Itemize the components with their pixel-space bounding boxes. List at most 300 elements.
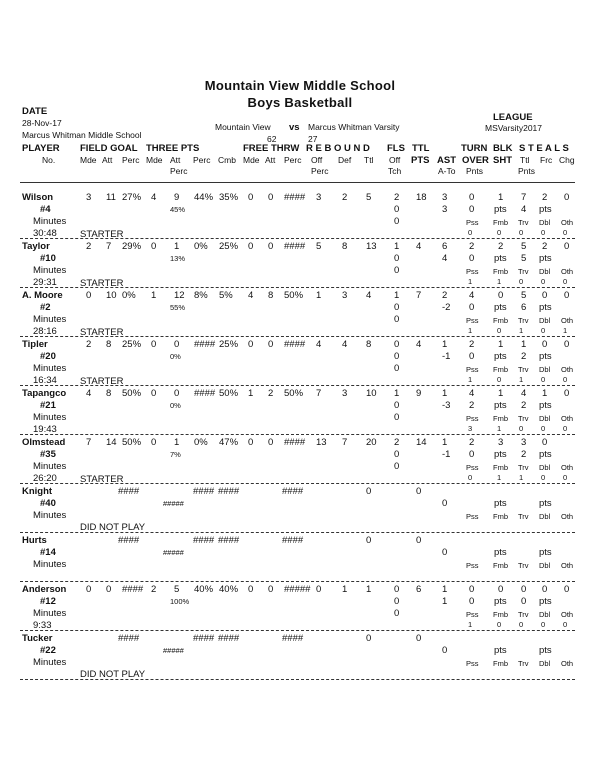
blk-value: 1 <box>498 192 504 203</box>
pss-label: Pss <box>466 414 479 423</box>
reb-ttl: 4 <box>366 290 372 301</box>
ft-att: 0 <box>268 584 274 595</box>
col-reb-ttl: Ttl <box>364 155 374 165</box>
sub-value: 0 <box>563 473 568 482</box>
fg-made: 7 <box>86 437 92 448</box>
ft-perc: 50% <box>284 388 304 399</box>
tp-made: 0 <box>151 339 157 350</box>
pts-label: pts <box>539 253 552 264</box>
reb-off: 13 <box>316 437 327 448</box>
turnover-value: 2 <box>469 241 475 252</box>
col-field-goal: FIELD GOAL <box>80 143 138 154</box>
fls-value: 2 <box>394 192 400 203</box>
ft-made: 0 <box>248 437 254 448</box>
fls-value: 1 <box>394 290 400 301</box>
dbl-label: Dbl <box>539 316 551 325</box>
col-turn: TURN <box>461 143 488 154</box>
pts-label: pts <box>494 302 507 313</box>
tp-perc: 44% <box>194 192 214 203</box>
col-rb-perc: Perc <box>311 166 329 176</box>
fmb-label: Fmb <box>493 512 508 521</box>
sub-value: 0 <box>563 375 568 384</box>
fls-tch: 0 <box>394 363 400 374</box>
fmb-label: Fmb <box>493 561 508 570</box>
player-name: Anderson <box>22 584 67 595</box>
minutes-value: 28:16 <box>33 326 57 337</box>
ft-perc: 50% <box>284 290 304 301</box>
steals-pts: 4 <box>521 204 527 215</box>
a-to-value: -2 <box>442 302 451 313</box>
row-divider <box>20 532 575 533</box>
col-stl-pnts: Pnts <box>518 166 536 176</box>
sub-value: 0 <box>519 277 524 286</box>
tp-att-perc: 13% <box>170 254 186 263</box>
player-number: #21 <box>40 400 56 411</box>
reb-def: 8 <box>342 241 348 252</box>
player-number: #22 <box>40 645 56 656</box>
turnover-value: 4 <box>469 290 475 301</box>
player-name: Tapangco <box>22 388 67 399</box>
tp-att-perc: 0% <box>170 401 181 410</box>
total-pts: 14 <box>416 437 427 448</box>
turnover-value: 4 <box>469 388 475 399</box>
blk-value: 0 <box>498 290 504 301</box>
sub-value: 1 <box>468 326 473 335</box>
minutes-label: Minutes <box>33 608 67 619</box>
fg-att: 8 <box>106 388 112 399</box>
tp-att: 9 <box>174 192 180 203</box>
col-sht: SHT <box>493 155 512 166</box>
tp-att-perc: 7% <box>170 450 181 459</box>
ft-att: 2 <box>268 388 274 399</box>
steals-pts: 2 <box>521 449 527 460</box>
reb-off: 7 <box>316 388 322 399</box>
player-name: A. Moore <box>22 290 63 301</box>
turnover-pts: 0 <box>469 351 475 362</box>
col-ft-perc: Perc <box>284 155 302 165</box>
fg-perc: #### <box>118 633 140 644</box>
sub-value: 1 <box>519 375 524 384</box>
ast-value: 1 <box>442 584 448 595</box>
sub-value: 0 <box>468 228 473 237</box>
row-divider <box>20 238 575 239</box>
reb-ttl: 0 <box>366 633 372 644</box>
steals-ttl: 1 <box>521 339 527 350</box>
fmb-label: Fmb <box>493 659 508 668</box>
col-tp-att: Att <box>170 155 181 165</box>
pss-label: Pss <box>466 267 479 276</box>
col-no: No. <box>42 155 56 165</box>
sub-value: 0 <box>519 620 524 629</box>
ft-perc: #### <box>284 241 306 252</box>
fg-att: 0 <box>106 584 112 595</box>
away-score: 27 <box>308 134 318 144</box>
player-name: Tucker <box>22 633 53 644</box>
ft-made: 4 <box>248 290 254 301</box>
col-fls-tch: Tch <box>388 166 402 176</box>
pts-label: pts <box>539 302 552 313</box>
player-number: #40 <box>40 498 56 509</box>
reb-def: 3 <box>342 388 348 399</box>
reb-off: 4 <box>316 339 322 350</box>
cmb-perc: #### <box>218 535 240 546</box>
fg-perc: 29% <box>122 241 142 252</box>
ft-perc: #### <box>284 339 306 350</box>
a-to-value: 1 <box>442 596 448 607</box>
turnover-pts: 0 <box>469 253 475 264</box>
starter-label: STARTER <box>80 327 124 338</box>
starter-label: STARTER <box>80 376 124 387</box>
cmb-perc: 5% <box>219 290 233 301</box>
fg-perc: 27% <box>122 192 142 203</box>
sub-value: 0 <box>468 473 473 482</box>
a-to-value: -1 <box>442 449 451 460</box>
ast-value: 1 <box>442 437 448 448</box>
fls-value: 0 <box>394 584 400 595</box>
col-tp-perc: Perc <box>193 155 211 165</box>
col-off: Off <box>311 155 323 165</box>
steals-frc: 0 <box>542 290 548 301</box>
tp-att: 12 <box>174 290 185 301</box>
blk-value: 1 <box>498 339 504 350</box>
fls-off: 0 <box>394 596 400 607</box>
trv-label: Trv <box>518 512 529 521</box>
minutes-label: Minutes <box>33 216 67 227</box>
total-pts: 6 <box>416 584 422 595</box>
turnover-value: 2 <box>469 437 475 448</box>
tp-att: 1 <box>174 241 180 252</box>
turnover-pts: 0 <box>469 302 475 313</box>
turnover-pts: 0 <box>469 449 475 460</box>
minutes-label: Minutes <box>33 657 67 668</box>
steals-frc: 0 <box>542 584 548 595</box>
tp-made: 0 <box>151 241 157 252</box>
fg-att: 10 <box>106 290 117 301</box>
col-frc: Frc <box>540 155 553 165</box>
oth-label: Oth <box>561 659 574 668</box>
fmb-label: Fmb <box>493 218 508 227</box>
ft-made: 0 <box>248 241 254 252</box>
oth-label: Oth <box>561 267 574 276</box>
dbl-label: Dbl <box>539 610 551 619</box>
fg-made: 4 <box>86 388 92 399</box>
row-divider <box>20 581 575 582</box>
oth-label: Oth <box>561 218 574 227</box>
steals-ttl: 4 <box>521 388 527 399</box>
player-name: Hurts <box>22 535 47 546</box>
starter-label: STARTER <box>80 278 124 289</box>
vs-label: vs <box>289 122 300 133</box>
col-def: Def <box>338 155 352 165</box>
sub-value: 0 <box>519 424 524 433</box>
col-fg-att: Att <box>102 155 113 165</box>
row-divider <box>20 434 575 435</box>
ft-made: 0 <box>248 584 254 595</box>
date-value: 28-Nov-17 <box>22 118 62 128</box>
reb-ttl: 13 <box>366 241 377 252</box>
trv-label: Trv <box>518 463 529 472</box>
fls-tch: 0 <box>394 608 400 619</box>
cmb-perc: 35% <box>219 192 239 203</box>
tp-perc: #### <box>193 486 215 497</box>
fg-perc: 50% <box>122 388 142 399</box>
tp-att-perc: 55% <box>170 303 186 312</box>
fls-tch: 0 <box>394 314 400 325</box>
fmb-label: Fmb <box>493 414 508 423</box>
ft-att: 8 <box>268 290 274 301</box>
sub-value: 0 <box>497 620 502 629</box>
league-value: MSVarsity2017 <box>485 123 543 133</box>
tp-perc: #### <box>193 633 215 644</box>
oth-label: Oth <box>561 316 574 325</box>
ast-value: 1 <box>442 388 448 399</box>
pss-label: Pss <box>466 512 479 521</box>
fmb-label: Fmb <box>493 463 508 472</box>
fg-att: 8 <box>106 339 112 350</box>
ft-att: 0 <box>268 241 274 252</box>
ft-perc: ##### <box>284 584 311 595</box>
reb-ttl: 8 <box>366 339 372 350</box>
cmb-perc: 40% <box>219 584 239 595</box>
steals-ttl: 5 <box>521 241 527 252</box>
did-not-play-label: DID NOT PLAY <box>80 669 146 680</box>
oth-label: Oth <box>561 561 574 570</box>
fg-made: 2 <box>86 241 92 252</box>
tp-made: 0 <box>151 388 157 399</box>
col-a-to: A-To <box>438 166 456 176</box>
fg-made: 0 <box>86 290 92 301</box>
tp-att: 0 <box>174 388 180 399</box>
col-fls: FLS <box>387 143 405 154</box>
player-name: Wilson <box>22 192 54 203</box>
fg-made: 2 <box>86 339 92 350</box>
pts-label: pts <box>539 204 552 215</box>
col-fg-perc: Perc <box>122 155 140 165</box>
a-to-value: -3 <box>442 400 451 411</box>
fls-off: 0 <box>394 449 400 460</box>
trv-label: Trv <box>518 267 529 276</box>
col-free-thrw: FREE THRW <box>243 143 300 154</box>
total-pts: 0 <box>416 633 422 644</box>
cmb-perc: 25% <box>219 241 239 252</box>
sub-value: 0 <box>563 277 568 286</box>
dbl-label: Dbl <box>539 659 551 668</box>
dbl-label: Dbl <box>539 267 551 276</box>
turnover-pts: 0 <box>469 204 475 215</box>
sub-value: 0 <box>563 228 568 237</box>
home-team: Mountain View <box>215 122 271 132</box>
dbl-label: Dbl <box>539 463 551 472</box>
col-ft-att: Att <box>265 155 276 165</box>
dbl-label: Dbl <box>539 561 551 570</box>
header-divider <box>20 182 575 183</box>
row-divider <box>20 336 575 337</box>
home-score: 62 <box>267 134 277 144</box>
minutes-label: Minutes <box>33 461 67 472</box>
sub-value: 0 <box>497 326 502 335</box>
steals-chg: 0 <box>564 584 570 595</box>
trv-label: Trv <box>518 365 529 374</box>
reb-ttl: 20 <box>366 437 377 448</box>
sub-value: 1 <box>497 424 502 433</box>
pts-label: pts <box>494 204 507 215</box>
col-ast: AST <box>437 155 456 166</box>
starter-label: STARTER <box>80 474 124 485</box>
blk-value: 1 <box>498 388 504 399</box>
ft-made: 0 <box>248 339 254 350</box>
dbl-label: Dbl <box>539 512 551 521</box>
sub-value: 1 <box>468 375 473 384</box>
pts-label: pts <box>539 596 552 607</box>
starter-label: STARTER <box>80 229 124 240</box>
fls-value: 1 <box>394 388 400 399</box>
oth-label: Oth <box>561 414 574 423</box>
pts-label: pts <box>539 351 552 362</box>
ft-att: 0 <box>268 192 274 203</box>
fls-tch: 0 <box>394 216 400 227</box>
turnover-value: 2 <box>469 339 475 350</box>
fg-made: 3 <box>86 192 92 203</box>
total-pts: 0 <box>416 486 422 497</box>
cmb-perc: #### <box>218 633 240 644</box>
player-name: Tipler <box>22 339 48 350</box>
ast-value: 2 <box>442 290 448 301</box>
sub-value: 0 <box>519 228 524 237</box>
fls-off: 0 <box>394 351 400 362</box>
player-number: #12 <box>40 596 56 607</box>
ast-value: 6 <box>442 241 448 252</box>
turnover-value: 0 <box>469 192 475 203</box>
sub-value: 0 <box>563 620 568 629</box>
ft-perc: #### <box>284 437 306 448</box>
fg-att: 11 <box>106 192 116 203</box>
fg-made: 0 <box>86 584 92 595</box>
sub-value: 1 <box>497 473 502 482</box>
fls-tch: 0 <box>394 412 400 423</box>
a-to-value: 0 <box>442 498 448 509</box>
turnover-pts: 2 <box>469 400 475 411</box>
fls-tch: 0 <box>394 461 400 472</box>
fg-perc: 0% <box>122 290 136 301</box>
fls-tch: 0 <box>394 265 400 276</box>
pss-label: Pss <box>466 610 479 619</box>
a-to-value: 4 <box>442 253 448 264</box>
reb-off: 1 <box>316 290 322 301</box>
a-to-value: 0 <box>442 645 448 656</box>
fg-perc: #### <box>118 535 140 546</box>
opponent-school: Marcus Whitman Middle School <box>22 130 142 140</box>
cmb-perc: 50% <box>219 388 239 399</box>
fg-att: 7 <box>106 241 112 252</box>
fls-off: 0 <box>394 204 400 215</box>
reb-def: 2 <box>342 192 348 203</box>
minutes-value: 29:31 <box>33 277 57 288</box>
player-number: #10 <box>40 253 56 264</box>
fmb-label: Fmb <box>493 365 508 374</box>
steals-frc: 0 <box>542 339 548 350</box>
player-number: #2 <box>40 302 51 313</box>
steals-chg: 0 <box>564 290 570 301</box>
col-turn-pnts: Pnts <box>466 166 484 176</box>
tp-made: 0 <box>151 437 157 448</box>
fls-value: 0 <box>394 339 400 350</box>
col-fls-off: Off <box>389 155 401 165</box>
player-number: #4 <box>40 204 51 215</box>
player-number: #20 <box>40 351 56 362</box>
steals-chg: 0 <box>564 241 570 252</box>
fg-att: 14 <box>106 437 117 448</box>
player-number: #14 <box>40 547 56 558</box>
ft-att: 0 <box>268 339 274 350</box>
pts-label: pts <box>539 449 552 460</box>
tp-made: 1 <box>151 290 157 301</box>
tp-att: 5 <box>174 584 180 595</box>
pts-label: pts <box>494 645 507 656</box>
col-fg-mde: Mde <box>80 155 97 165</box>
pts-label: pts <box>494 596 507 607</box>
col-player: PLAYER <box>22 143 60 154</box>
sub-value: 0 <box>541 375 546 384</box>
trv-label: Trv <box>518 610 529 619</box>
steals-ttl: 3 <box>521 437 527 448</box>
reb-off: 3 <box>316 192 322 203</box>
a-to-value: 3 <box>442 204 448 215</box>
fg-perc: #### <box>122 584 144 595</box>
steals-frc: 1 <box>542 388 548 399</box>
did-not-play-label: DID NOT PLAY <box>80 522 146 533</box>
ft-perc: #### <box>284 192 306 203</box>
player-name: Taylor <box>22 241 50 252</box>
player-name: Olmstead <box>22 437 66 448</box>
steals-frc: 0 <box>542 437 548 448</box>
total-pts: 18 <box>416 192 427 203</box>
tp-att: 1 <box>174 437 180 448</box>
sub-value: 0 <box>497 375 502 384</box>
col-three-pts: THREE PTS <box>146 143 200 154</box>
col-chg: Chg <box>559 155 575 165</box>
steals-pts: 0 <box>521 596 527 607</box>
pss-label: Pss <box>466 316 479 325</box>
row-divider <box>20 483 575 484</box>
tp-perc: #### <box>193 535 215 546</box>
ft-made: 0 <box>248 192 254 203</box>
cmb-perc: #### <box>218 486 240 497</box>
trv-label: Trv <box>518 561 529 570</box>
fg-perc: #### <box>118 486 140 497</box>
sub-value: 1 <box>519 326 524 335</box>
tp-made: 4 <box>151 192 157 203</box>
tp-att: 0 <box>174 339 180 350</box>
tp-perc: #### <box>194 339 216 350</box>
sub-value: 3 <box>468 424 473 433</box>
pss-label: Pss <box>466 659 479 668</box>
pts-label: pts <box>494 351 507 362</box>
minutes-value: 19:43 <box>33 424 57 435</box>
sub-value: 0 <box>541 228 546 237</box>
pts-label: pts <box>494 400 507 411</box>
ft-att: 0 <box>268 437 274 448</box>
sub-value: 0 <box>541 326 546 335</box>
col-ft-mde: Mde <box>243 155 260 165</box>
date-label: DATE <box>22 106 48 117</box>
reb-off: 0 <box>316 584 322 595</box>
tp-perc: #### <box>194 388 216 399</box>
steals-ttl: 7 <box>521 192 527 203</box>
sub-value: 0 <box>563 424 568 433</box>
sub-value: 0 <box>541 473 546 482</box>
col-steals: S T E A L S <box>519 143 569 154</box>
steals-chg: 0 <box>564 388 570 399</box>
